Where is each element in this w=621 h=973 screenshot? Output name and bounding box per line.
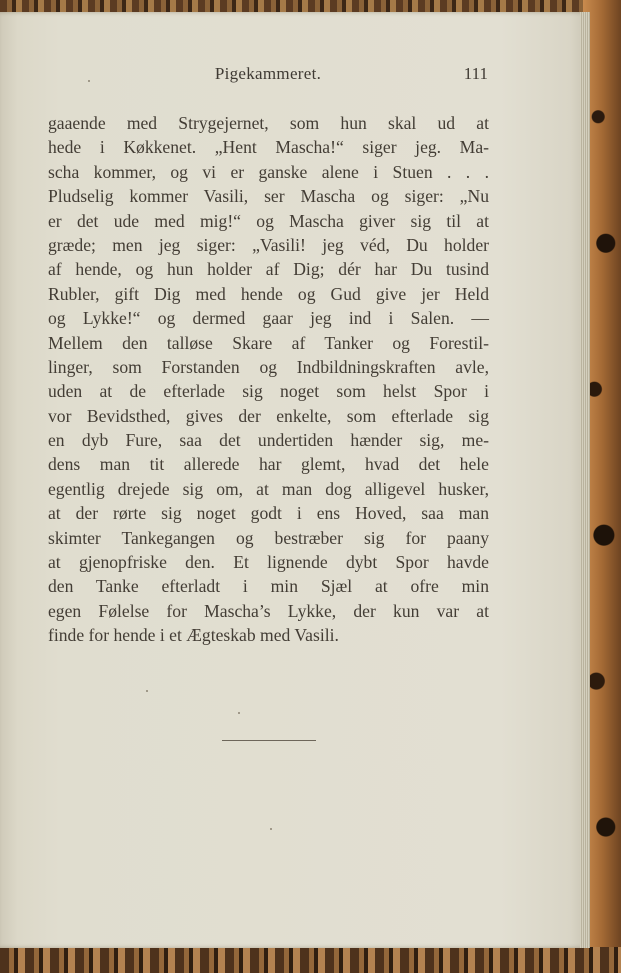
text-line: at der rørte sig noget godt i ens Hoved, saa man <box>48 503 489 524</box>
text-line: den Tanke efterladt i min Sjæl at ofre min <box>48 576 489 597</box>
book-cover-bottom-edge <box>0 947 621 973</box>
page-number: 111 <box>463 64 488 83</box>
running-head <box>48 64 488 86</box>
paper-speck <box>146 690 148 692</box>
text-line: gaaende med Strygejernet, som hun skal ud at <box>48 113 489 133</box>
text-line-final: finde for hende i et Ægteskab med Vasili. <box>48 625 339 646</box>
text-line: at gjenopfriske den. Et lignende dybt Spor havde <box>48 552 489 573</box>
text-line: hede i Køkkenet. „Hent Mascha!“ siger jeg. Ma- <box>48 137 489 158</box>
text-line: egentlig drejede sig om, at man dog alligevel husker, <box>48 478 489 499</box>
text-line: egen Følelse for Mascha’s Lykke, der kun var at <box>48 600 489 621</box>
text-line: græde; men jeg siger: „Vasili! jeg véd, Du holder <box>48 234 489 255</box>
text-line: Rubler, gift Dig med hende og Gud give jer Held <box>48 283 489 304</box>
text-line: dens man tit allerede har glemt, hvad det hele <box>48 454 489 475</box>
text-line: uden at de efterlade sig noget som helst Spor i <box>48 381 489 402</box>
body-text <box>48 111 489 648</box>
paper-speck <box>88 80 90 82</box>
page-stack-edge <box>580 12 590 948</box>
end-rule <box>222 740 316 741</box>
paper-speck <box>238 712 240 714</box>
text-line: af hende, og hun holder af Dig; dér har Du tusind <box>48 259 489 280</box>
text-line: skimter Tankegangen og bestræber sig for paany <box>48 527 489 548</box>
text-line: Pludselig kommer Vasili, ser Mascha og siger: „Nu <box>48 186 489 207</box>
text-line: en dyb Fure, saa det undertiden hænder sig, me- <box>48 430 489 451</box>
paper-speck <box>270 828 272 830</box>
text-line: scha kommer, og vi er ganske alene i Stuen . . . <box>48 161 489 182</box>
text-line: og Lykke!“ og dermed gaar jeg ind i Salen. — <box>48 308 489 329</box>
text-line: er det ude med mig!“ og Mascha giver sig til at <box>48 210 489 231</box>
text-line: linger, som Forstanden og Indbildningskraften avle, <box>48 356 489 377</box>
text-line: vor Bevidsthed, gives der enkelte, som efterlade sig <box>48 405 489 426</box>
text-line: Mellem den talløse Skare af Tanker og Forestil- <box>48 332 489 353</box>
running-title: Pigekammeret. <box>214 64 322 83</box>
